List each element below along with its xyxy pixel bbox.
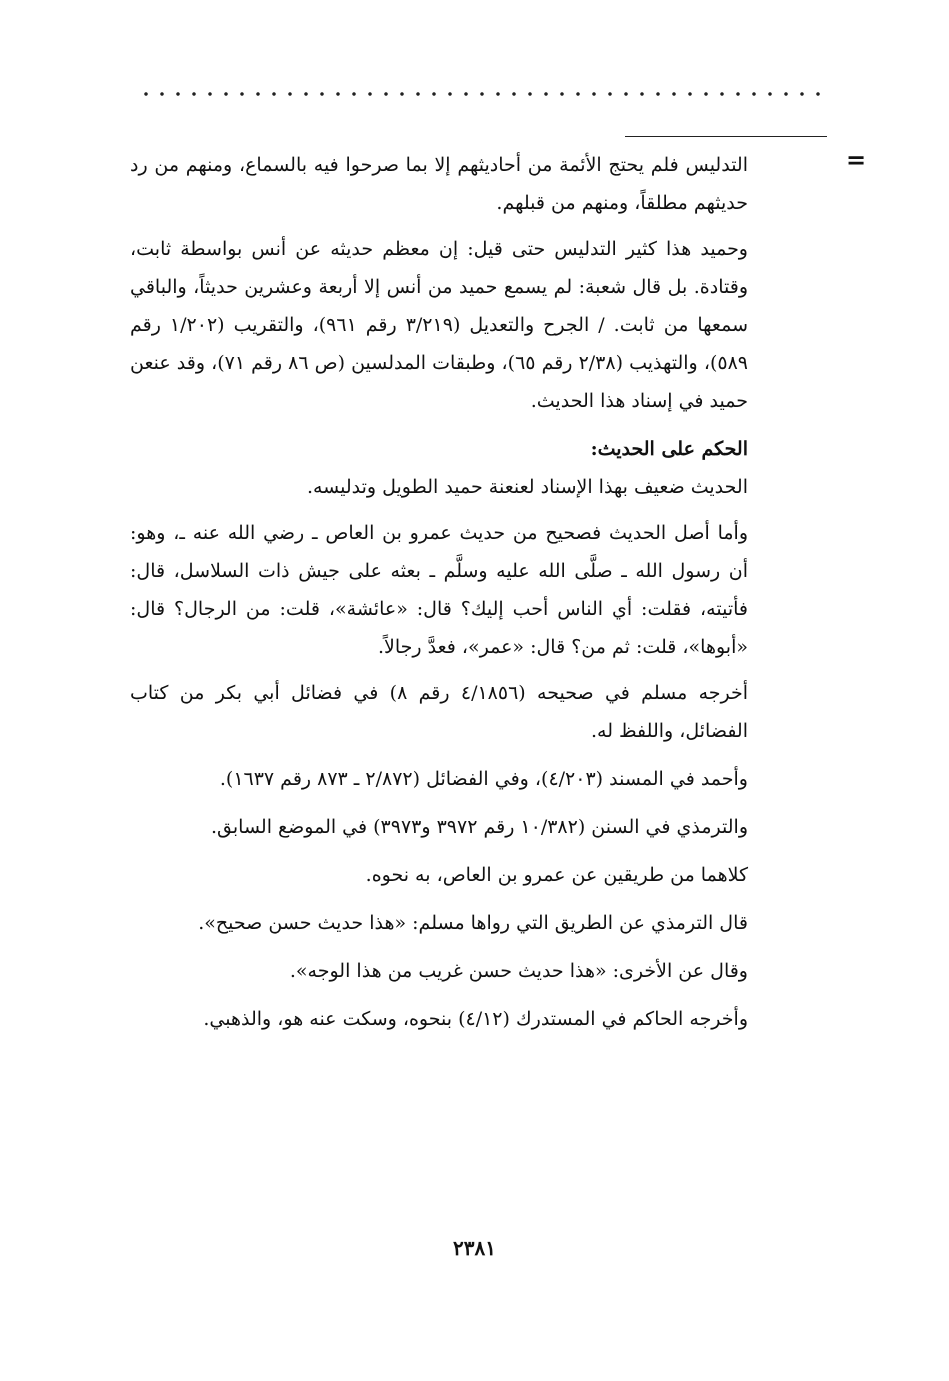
footnote-rule xyxy=(625,136,827,137)
paragraph-9: قال الترمذي عن الطريق التي رواها مسلم: «هذا حديث حسن صحيح». xyxy=(198,912,748,934)
paragraph-4: وأما أصل الحديث فصحيح من حديث عمرو بن العاص ـ رضي الله عنه ـ، وهو: أن رسول الله ـ صلَّى الله عليه وسلَّم ـ بعثه على جيش ذات السلاسل، قال: فأتيته، فقلت: أي الناس أحب إليك؟ قال: «عائشة»، قلت: من الرجال؟ قال: «أبوها»، قلت: ثم من؟ قال: «عمر»، فعدَّ رجالاً. xyxy=(130,522,748,658)
paragraph-8: كلاهما من طريقين عن عمرو بن العاص، به نحوه. xyxy=(365,864,748,886)
main-text xyxy=(130,146,748,1038)
page-number: ٢٣٨١ xyxy=(453,1236,496,1260)
top-dotted-separator xyxy=(138,82,828,102)
paragraph-6: وأحمد في المسند (٤/٢٠٣)، وفي الفضائل (٢/٨٧٢ ـ ٨٧٣ رقم ١٦٣٧). xyxy=(219,768,748,790)
paragraph-2: وحميد هذا كثير التدليس حتى قيل: إن معظم حديثه عن أنس بواسطة ثابت، وقتادة. بل قال شعبة: لم يسمع حميد من أنس إلا أربعة وعشرين حديثاً، والباقي سمعها من ثابت. / الجرح والتعديل (٣/٢١٩ رقم ٩٦١)، والتقريب (١/٢٠٢ رقم ٥٨٩)، والتهذيب (٢/٣٨ رقم ٦٥)، وطبقات المدلسين (ص ٨٦ رقم ٧١)، وقد عنعن حميد في إسناد هذا الحديث. xyxy=(130,238,748,412)
paragraph-5: أخرجه مسلم في صحيحه (٤/١٨٥٦ رقم ٨) في فضائل أبي بكر من كتاب الفضائل، واللفظ له. xyxy=(130,682,749,742)
paragraph-3: الحديث ضعيف بهذا الإسناد لعنعنة حميد الطويل وتدليسه. xyxy=(306,476,748,498)
section-heading: الحكم على الحديث: xyxy=(590,438,748,460)
paragraph-7: والترمذي في السنن (١٠/٣٨٢ رقم ٣٩٧٢ و٣٩٧٣) في الموضع السابق. xyxy=(211,816,748,838)
paragraph-1: التدليس فلم يحتج الأئمة من أحاديثهم إلا بما صرحوا فيه بالسماع، ومنهم من رد حديثهم مطلقاً، ومنهم من قبلهم. xyxy=(130,154,748,214)
continuation-mark: = xyxy=(846,145,867,174)
paragraph-10: وقال عن الأخرى: «هذا حديث حسن غريب من هذا الوجه». xyxy=(289,960,748,982)
paragraph-11: وأخرجه الحاكم في المستدرك (٤/١٢) بنحوه، وسكت عنه هو، والذهبي. xyxy=(203,1008,748,1030)
